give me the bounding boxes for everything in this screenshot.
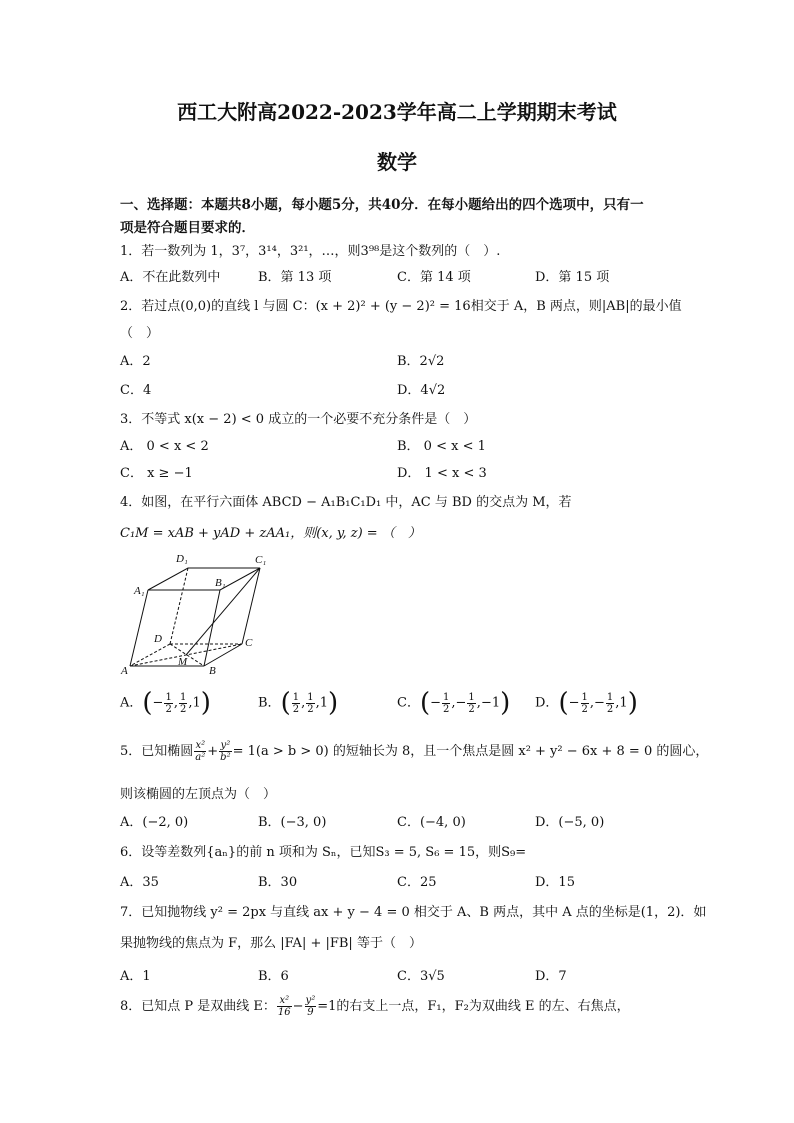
question-7-option-d: D．7	[535, 969, 567, 984]
question-7-stem: 7．已知抛物线 y² = 2px 与直线 ax + y − 4 = 0 相交于 A、B 两点，其中 A 点的坐标是(1，2)．如	[120, 905, 707, 920]
question-4-stem: 4．如图，在平行六面体 ABCD − A₁B₁C₁D₁ 中，AC 与 BD 的交点为 M，若	[120, 495, 572, 510]
fig-label-d1: D₁	[176, 553, 188, 565]
question-7-stem-cont: 果抛物线的焦点为 F，那么 |FA| + |FB| 等于（ ）	[120, 936, 422, 951]
question-5-stem-cont: 则该椭圆的左顶点为（ ）	[120, 787, 277, 802]
question-2-option-d: D．4√2	[397, 383, 446, 398]
question-5-option-d: D．(−5, 0)	[535, 815, 605, 830]
fig-label-c1: C₁	[255, 554, 267, 566]
page-subtitle: 数学	[377, 150, 417, 174]
question-1-stem: 1．若一数列为 1，3⁷，3¹⁴，3²¹，…，则3⁹⁸是这个数列的（ ）.	[120, 244, 501, 259]
question-7-option-b: B．6	[258, 969, 289, 984]
fig-label-b: B	[209, 665, 216, 677]
fig-label-b1: B₁	[215, 577, 226, 589]
question-1-option-a: A．不在此数列中	[120, 270, 221, 285]
fig-label-a1: A₁	[134, 585, 145, 597]
question-7-option-c: C．3√5	[397, 969, 445, 984]
question-3-option-c: C． x ≥ −1	[120, 466, 193, 481]
question-2-option-c: C．4	[120, 383, 152, 398]
question-2-option-a: A．2	[120, 354, 151, 369]
parallelepiped-figure	[118, 550, 288, 678]
question-4-option-d: D．(− $\frac{1}{2}$ ,− $\frac{1}{2}$ ,1)	[535, 688, 638, 718]
section-heading-line1: 一、选择题：本题共8小题，每小题5分，共40分．在每小题给出的四个选项中，只有一	[120, 197, 644, 213]
question-6-option-b: B．30	[258, 875, 298, 890]
question-3-stem: 3．不等式 x(x − 2) < 0 成立的一个必要不充分条件是（ ）	[120, 412, 477, 427]
question-5-option-a: A．(−2, 0)	[120, 815, 189, 830]
question-1-option-d: D．第 15 项	[535, 270, 610, 285]
question-7-option-a: A．1	[120, 969, 151, 984]
question-4-option-c: C．(− $\frac{1}{2}$ ,− $\frac{1}{2}$ ,−1)	[397, 688, 511, 718]
section-heading-line2: 项是符合题目要求的．	[120, 220, 255, 236]
question-3-option-a: A． 0 < x < 2	[120, 439, 209, 454]
question-4-stem-cont: C₁M = xAB + yAD + zAA₁，则(x, y, z) = （ ）	[120, 526, 421, 541]
fig-label-c: C	[245, 637, 253, 649]
fig-label-m: M	[178, 656, 188, 668]
question-1-option-c: C．第 14 项	[397, 270, 471, 285]
question-3-option-b: B． 0 < x < 1	[397, 439, 486, 454]
question-5-option-b: B．(−3, 0)	[258, 815, 327, 830]
fig-label-a: A	[121, 665, 128, 677]
question-3-option-d: D． 1 < x < 3	[397, 466, 487, 481]
fig-label-d: D	[154, 633, 162, 645]
question-1-option-b: B．第 13 项	[258, 270, 332, 285]
question-6-option-c: C．25	[397, 875, 437, 890]
question-8-stem: 8．已知点 P 是双曲线 E： $\frac{\text{x²}}{16}$ − $\frac{\text{y²}}{9}$ =1的右支上一点，F₁，F₂为双曲线 E 的左、右焦点，	[120, 995, 630, 1018]
question-6-stem: 6．设等差数列{aₙ}的前 n 项和为 Sₙ，已知S₃ = 5, S₆ = 15，则S₉=	[120, 845, 527, 860]
question-6-option-d: D．15	[535, 875, 575, 890]
question-2-stem-cont: （ ）	[120, 326, 160, 341]
question-5-option-c: C．(−4, 0)	[397, 815, 466, 830]
question-2-stem: 2．若过点(0,0)的直线 l 与圆 C：(x + 2)² + (y − 2)² = 16相交于 A，B 两点，则|AB|的最小值	[120, 299, 682, 314]
question-2-option-b: B．2√2	[397, 354, 445, 369]
question-6-option-a: A．35	[120, 875, 159, 890]
question-5-stem: 5．已知椭圆 $\frac{\text{x²}}{\text{a²}}$ + $\frac{\text{y²}}{\text{b²}}$ = 1(a > b > 0) 的短轴长为 8，且一个焦点是圆 x² + y² − 6x + 8 = 0 的圆心，	[120, 740, 709, 763]
page-title: 西工大附高2022-2023学年高二上学期期末考试	[177, 100, 617, 124]
question-4-option-a: A．(− $\frac{1}{2}$ , $\frac{1}{2}$ ,1)	[120, 688, 211, 718]
question-4-option-b: B．( $\frac{1}{2}$ , $\frac{1}{2}$ ,1)	[258, 688, 339, 718]
